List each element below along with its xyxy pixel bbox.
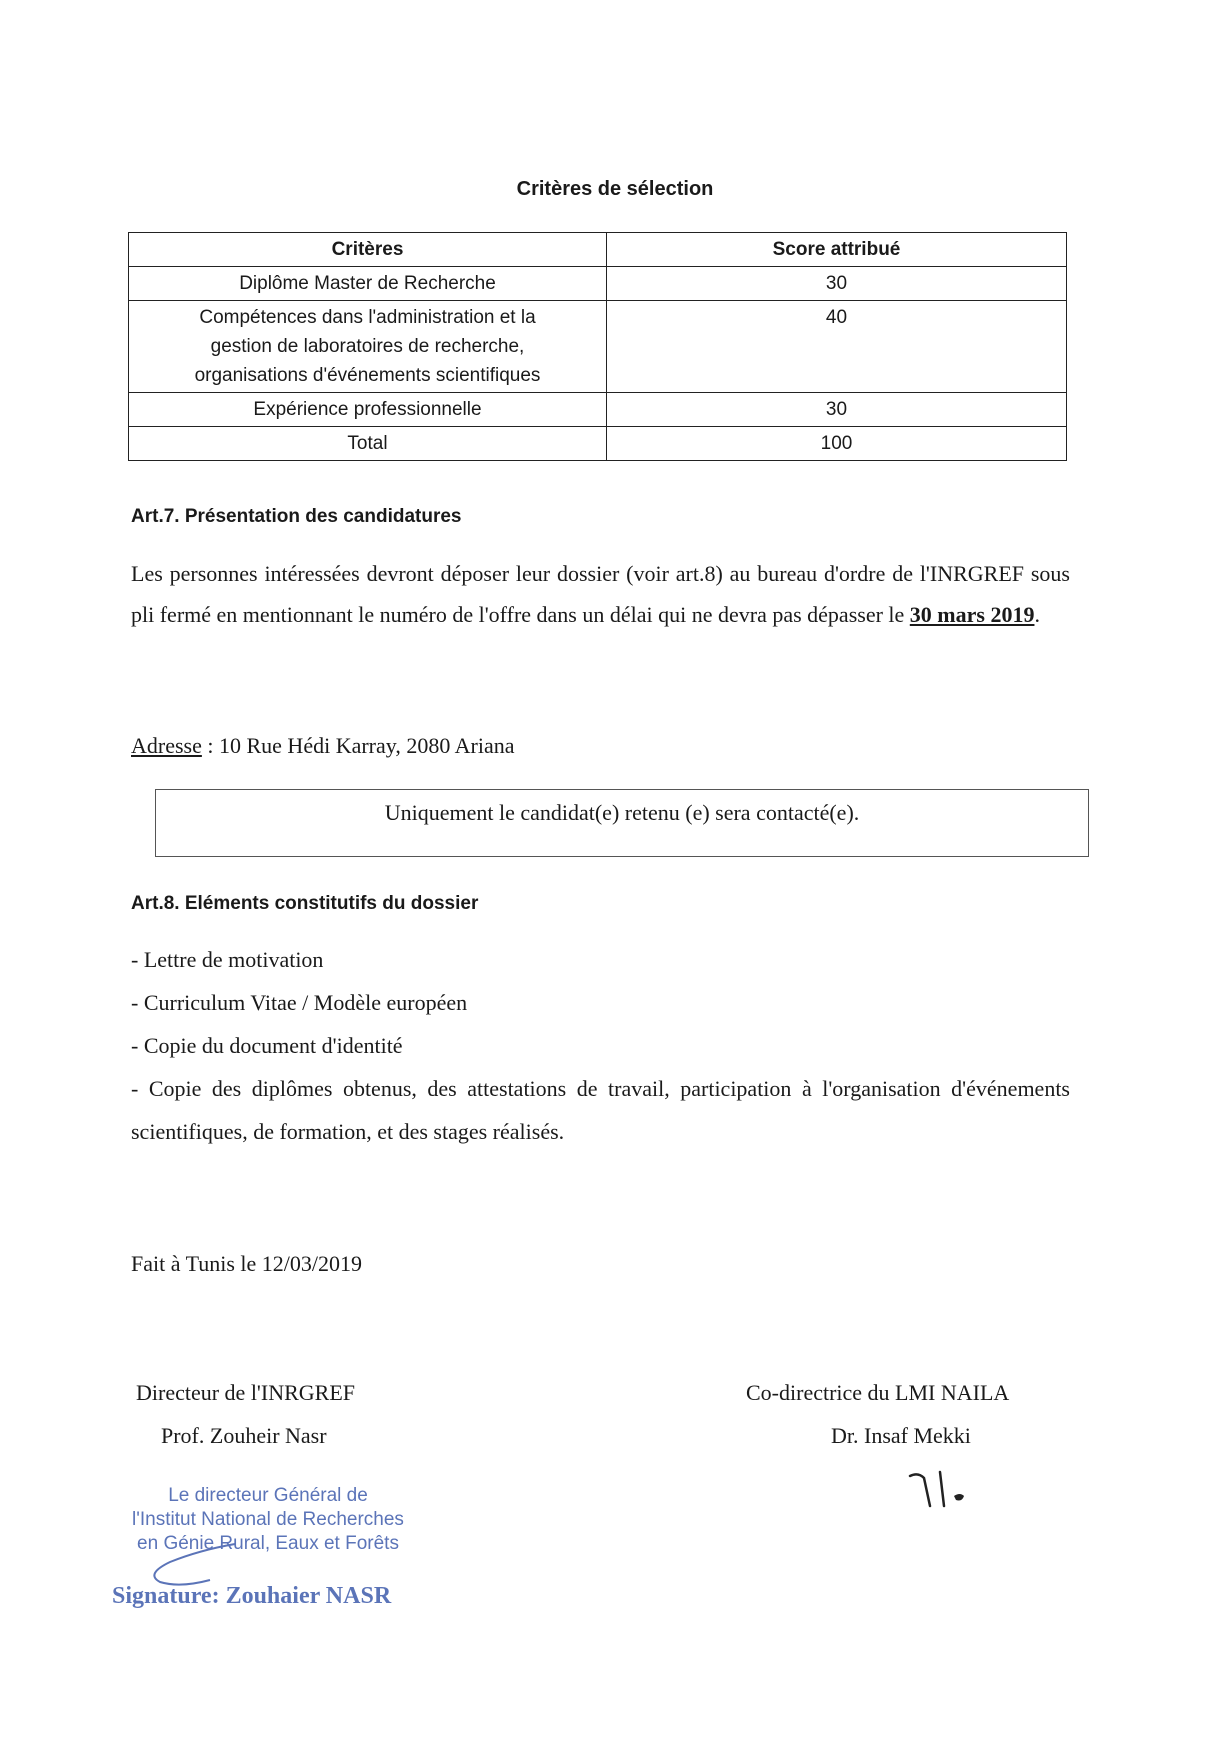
list-item: - Copie du document d'identité [131, 1033, 403, 1058]
column-header: Critères [129, 233, 607, 267]
stamp-signature-line: Signature: Zouhaier NASR [112, 1583, 392, 1609]
art7-heading: Art.7. Présentation des candidatures [131, 506, 462, 527]
selection-title: Critères de sélection [516, 178, 714, 200]
art7-text: Les personnes intéressées devront déposer leur dossier (voir art.8) au bureau d'ordre de l'INRGREF sous pli fermé en mentionnant le numéro de l'offre dans un délai qui ne devra pas dépasser le [131, 561, 1070, 627]
score-cell: 30 [607, 267, 1067, 301]
stamp-line: en Génie Rural, Eaux et Forêts [137, 1533, 399, 1554]
address-line [131, 725, 1070, 766]
criterion-cell: Diplôme Master de Recherche [129, 267, 607, 301]
right-signatory-title: Co-directrice du LMI NAILA [746, 1380, 1010, 1405]
criterion-line: Compétences dans l'administration et la [199, 307, 536, 328]
criterion-cell [129, 301, 607, 393]
table-row [129, 267, 1067, 301]
art7-text-end: . [1034, 602, 1040, 627]
left-signatory-title: Directeur de l'INRGREF [136, 1380, 356, 1405]
deadline-date: 30 mars 2019 [909, 602, 1035, 627]
address-label: Adresse [131, 733, 202, 758]
table-row [129, 393, 1067, 427]
right-signatory-name: Dr. Insaf Mekki [831, 1423, 971, 1448]
list-item: - Lettre de motivation [131, 947, 324, 972]
score-cell: 40 [607, 301, 1067, 393]
score-cell: 30 [607, 393, 1067, 427]
criterion-cell: Total [129, 427, 607, 461]
address-value: : 10 Rue Hédi Karray, 2080 Ariana [201, 733, 515, 758]
table-row [129, 427, 1067, 461]
list-item: - Curriculum Vitae / Modèle européen [131, 990, 468, 1015]
art8-heading: Art.8. Eléments constitutifs du dossier [131, 893, 479, 914]
column-header: Score attribué [607, 233, 1067, 267]
criteria-table [128, 232, 1067, 461]
place-date: Fait à Tunis le 12/03/2019 [131, 1251, 363, 1276]
score-cell: 100 [607, 427, 1067, 461]
criterion-cell: Expérience professionnelle [129, 393, 607, 427]
notice-box: Uniquement le candidat(e) retenu (e) sera contacté(e). [155, 789, 1089, 857]
stamp-line: l'Institut National de Recherches [132, 1509, 404, 1530]
left-signatory-name: Prof. Zouheir Nasr [161, 1423, 327, 1448]
list-item: - Copie des diplômes obtenus, des attestations de travail, participation à l'organisation d'événements scientifiques, de formation, et des stages réalisés. [131, 1076, 1070, 1144]
stamp-line: Le directeur Général de [168, 1485, 368, 1506]
handwritten-initials [906, 1466, 976, 1510]
art7-paragraph [131, 553, 1070, 635]
criterion-line: organisations d'événements scientifiques [194, 365, 541, 386]
criterion-line: gestion de laboratoires de recherche, [210, 336, 525, 357]
table-header-row [129, 233, 1067, 267]
table-row [129, 301, 1067, 393]
